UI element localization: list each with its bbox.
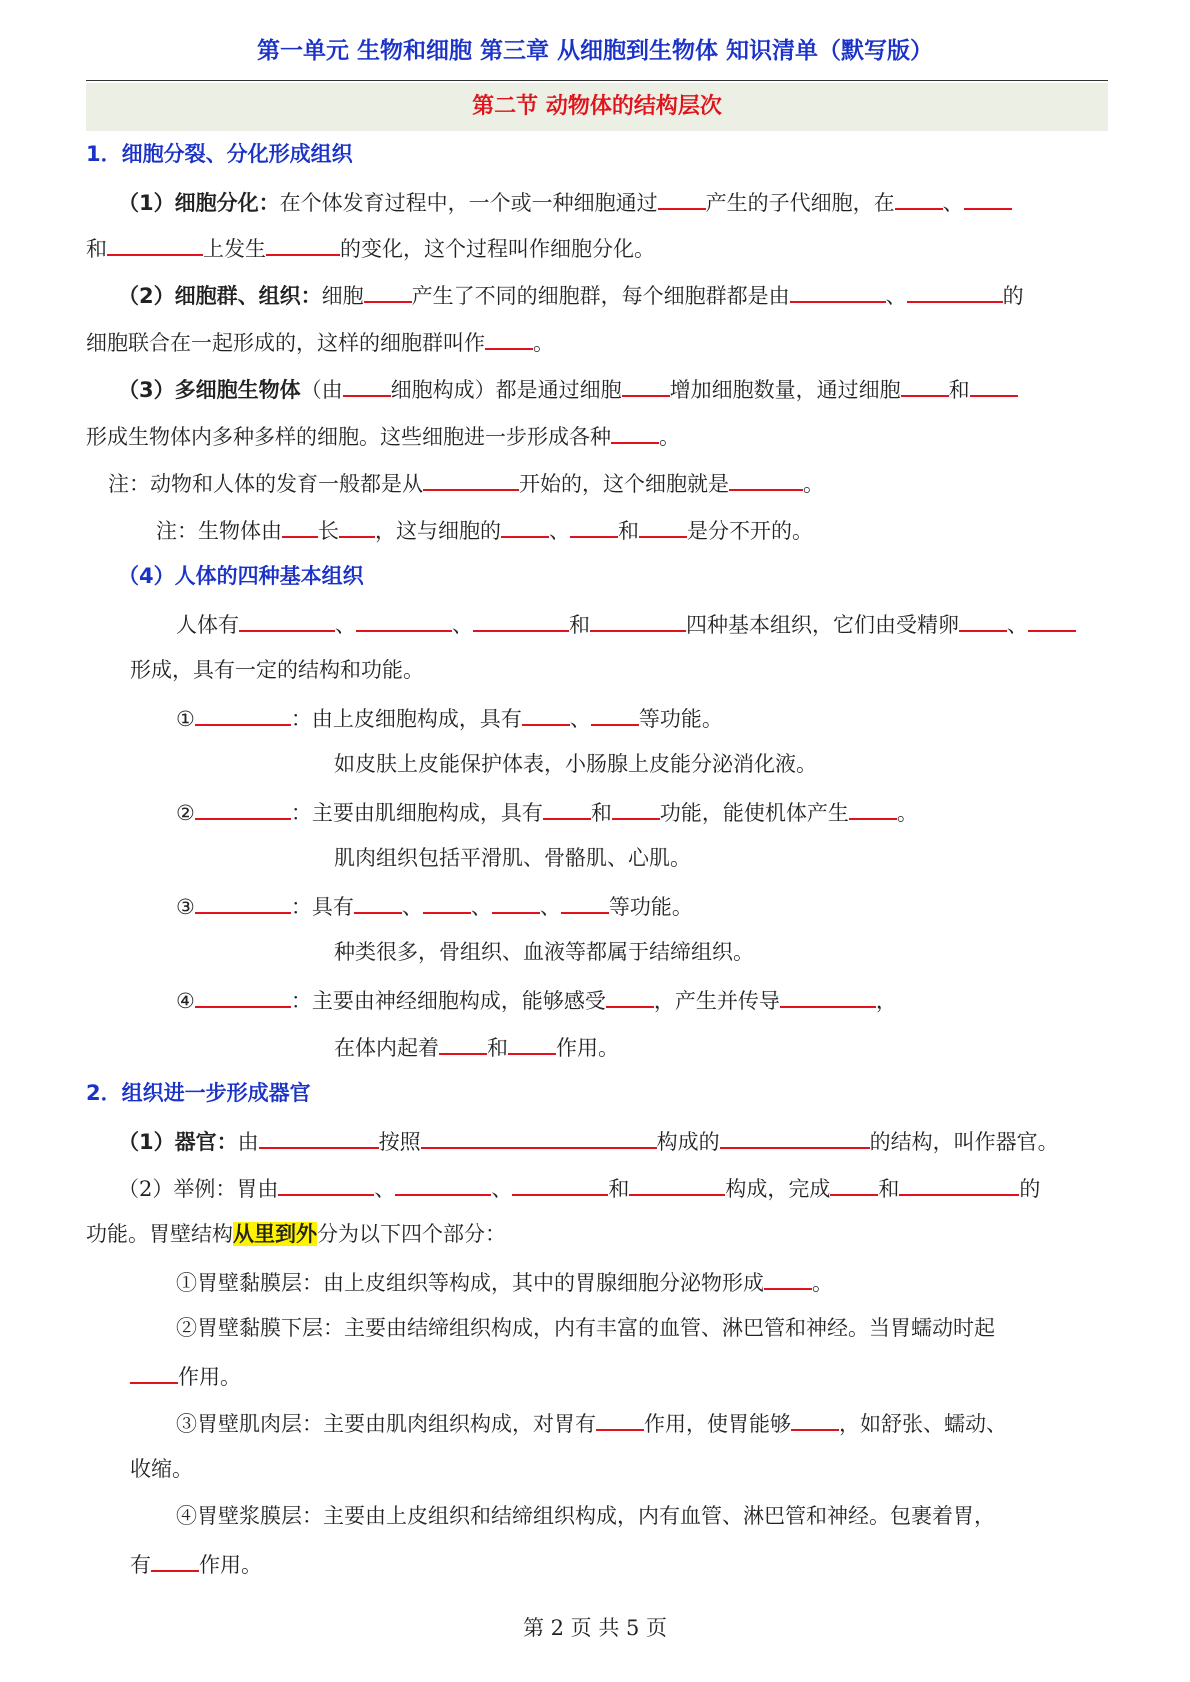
blank[interactable]	[570, 514, 618, 538]
para-cell-differentiation-cont: 和 上发生 的变化，这个过程叫作细胞分化。	[86, 232, 1116, 264]
blank[interactable]	[959, 608, 1007, 632]
tissue-muscle: ② ：主要由肌细胞构成，具有 和 功能，能使机体产生 。	[176, 796, 1190, 828]
blank[interactable]	[849, 796, 897, 820]
stomach-layer-serosa: ④胃壁浆膜层：主要由上皮组织和结缔组织构成，内有血管、淋巴管和神经。包裹着胃，	[176, 1504, 995, 1528]
note-development: 注：动物和人体的发育一般都是从 开始的，这个细胞就是 。	[108, 467, 1138, 499]
blank[interactable]	[791, 1407, 839, 1431]
blank[interactable]	[658, 186, 706, 210]
blank[interactable]	[596, 1407, 644, 1431]
stomach-layer-muscle-cont: 收缩。	[130, 1457, 193, 1481]
blank[interactable]	[830, 1172, 878, 1196]
blank[interactable]	[501, 514, 549, 538]
blank[interactable]	[907, 279, 1003, 303]
tissue-nerve: ④ ：主要由神经细胞构成，能够感受 ，产生并传导 ，	[176, 984, 1190, 1016]
tissue-epithelial: ① ：由上皮细胞构成，具有 、 等功能。	[176, 702, 1190, 734]
tissue-connective: ③ ：具有 、 、 、 等功能。	[176, 890, 1190, 922]
blank[interactable]	[339, 514, 375, 538]
blank[interactable]	[195, 702, 291, 726]
para-cell-differentiation: （1）细胞分化：在个体发育过程中，一个或一种细胞通过 产生的子代细胞，在 、	[118, 186, 1148, 218]
para-cell-group-cont: 细胞联合在一起形成的，这样的细胞群叫作 。	[86, 326, 1116, 358]
blank[interactable]	[343, 373, 391, 397]
para-four-tissues: 人体有 、 、 和 四种基本组织，它们由受精卵 、	[176, 608, 1190, 640]
para-organ-definition: （1）器官：由 按照 构成的 的结构，叫作器官。	[118, 1125, 1148, 1157]
blank[interactable]	[512, 1172, 608, 1196]
tissue-epithelial-note: 如皮肤上皮能保护体表，小肠腺上皮能分泌消化液。	[334, 752, 817, 776]
subheading-four-tissues: （4）人体的四种基本组织	[118, 564, 364, 588]
blank[interactable]	[899, 1172, 1019, 1196]
section-title: 第二节 动物体的结构层次	[86, 83, 1108, 131]
blank[interactable]	[622, 373, 670, 397]
blank[interactable]	[901, 373, 949, 397]
blank[interactable]	[561, 890, 609, 914]
highlight-inside-out: 从里到外	[233, 1222, 317, 1246]
blank[interactable]	[591, 702, 639, 726]
page-number: 第 2 页 共 5 页	[522, 1616, 668, 1640]
tissue-nerve-cont: 在体内起着 和 作用。	[334, 1031, 1190, 1063]
blank[interactable]	[239, 608, 335, 632]
blank[interactable]	[970, 373, 1018, 397]
blank[interactable]	[195, 984, 291, 1008]
page-header-title: 第一单元 生物和细胞 第三章 从细胞到生物体 知识清单（默写版）	[256, 38, 934, 64]
blank[interactable]	[611, 420, 659, 444]
stomach-layer-submucosa: ②胃壁黏膜下层：主要由结缔组织构成，内有丰富的血管、淋巴管和神经。当胃蠕动时起	[176, 1316, 995, 1340]
blank[interactable]	[485, 326, 533, 350]
blank[interactable]	[130, 1360, 178, 1384]
stomach-layer-mucosa: ①胃壁黏膜层：由上皮组织等构成，其中的胃腺细胞分泌物形成 。	[176, 1266, 1190, 1298]
para-cell-group: （2）细胞群、组织：细胞 产生了不同的细胞群，每个细胞群都是由 、 的	[118, 279, 1148, 311]
para-stomach-example-cont: 功能。胃壁结构从里到外分为以下四个部分：	[86, 1222, 506, 1246]
para-multicellular-cont: 形成生物体内多种多样的细胞。这些细胞进一步形成各种 。	[86, 420, 1116, 452]
tissue-connective-note: 种类很多，骨组织、血液等都属于结缔组织。	[334, 940, 754, 964]
para-stomach-example: （2）举例：胃由 、 、 和 构成，完成 和 的	[118, 1172, 1148, 1204]
blank[interactable]	[423, 890, 471, 914]
blank[interactable]	[278, 1172, 374, 1196]
blank[interactable]	[195, 796, 291, 820]
blank[interactable]	[590, 608, 686, 632]
blank[interactable]	[473, 608, 569, 632]
blank[interactable]	[107, 232, 203, 256]
term-label: （1）器官：	[118, 1130, 238, 1154]
stomach-layer-serosa-cont: 有 作用。	[130, 1548, 1160, 1580]
term-label: （2）细胞群、组织：	[118, 284, 322, 308]
header-divider	[86, 80, 1108, 81]
blank[interactable]	[492, 890, 540, 914]
blank[interactable]	[606, 984, 654, 1008]
term-label: （1）细胞分化：	[118, 191, 280, 215]
blank[interactable]	[354, 890, 402, 914]
blank[interactable]	[790, 279, 886, 303]
blank[interactable]	[1028, 608, 1076, 632]
blank[interactable]	[964, 186, 1012, 210]
blank[interactable]	[421, 1125, 657, 1149]
blank[interactable]	[780, 984, 876, 1008]
blank[interactable]	[895, 186, 943, 210]
para-four-tissues-cont: 形成，具有一定的结构和功能。	[130, 658, 424, 682]
blank[interactable]	[439, 1031, 487, 1055]
blank[interactable]	[629, 1172, 725, 1196]
stomach-layer-muscle: ③胃壁肌肉层：主要由肌肉组织构成，对胃有 作用，使胃能够 ，如舒张、蠕动、	[176, 1407, 1190, 1439]
blank[interactable]	[266, 232, 340, 256]
para-multicellular: （3）多细胞生物体（由 细胞构成）都是通过细胞 增加细胞数量，通过细胞 和	[118, 373, 1148, 405]
blank[interactable]	[508, 1031, 556, 1055]
blank[interactable]	[356, 608, 452, 632]
blank[interactable]	[522, 702, 570, 726]
blank[interactable]	[612, 796, 660, 820]
tissue-muscle-note: 肌肉组织包括平滑肌、骨骼肌、心肌。	[334, 846, 691, 870]
blank[interactable]	[729, 467, 803, 491]
heading-1: 1．细胞分裂、分化形成组织	[86, 142, 353, 166]
term-label: （3）多细胞生物体	[118, 378, 301, 402]
blank[interactable]	[195, 890, 291, 914]
blank[interactable]	[151, 1548, 199, 1572]
blank[interactable]	[259, 1125, 379, 1149]
blank[interactable]	[364, 279, 412, 303]
blank[interactable]	[764, 1266, 812, 1290]
blank[interactable]	[395, 1172, 491, 1196]
blank[interactable]	[639, 514, 687, 538]
blank[interactable]	[543, 796, 591, 820]
stomach-layer-submucosa-cont: 作用。	[130, 1360, 1160, 1392]
blank[interactable]	[282, 514, 318, 538]
blank[interactable]	[423, 467, 519, 491]
blank[interactable]	[720, 1125, 870, 1149]
heading-2: 2．组织进一步形成器官	[86, 1081, 311, 1105]
note-growth: 注：生物体由 长 ，这与细胞的 、 和 是分不开的。	[156, 514, 1186, 546]
